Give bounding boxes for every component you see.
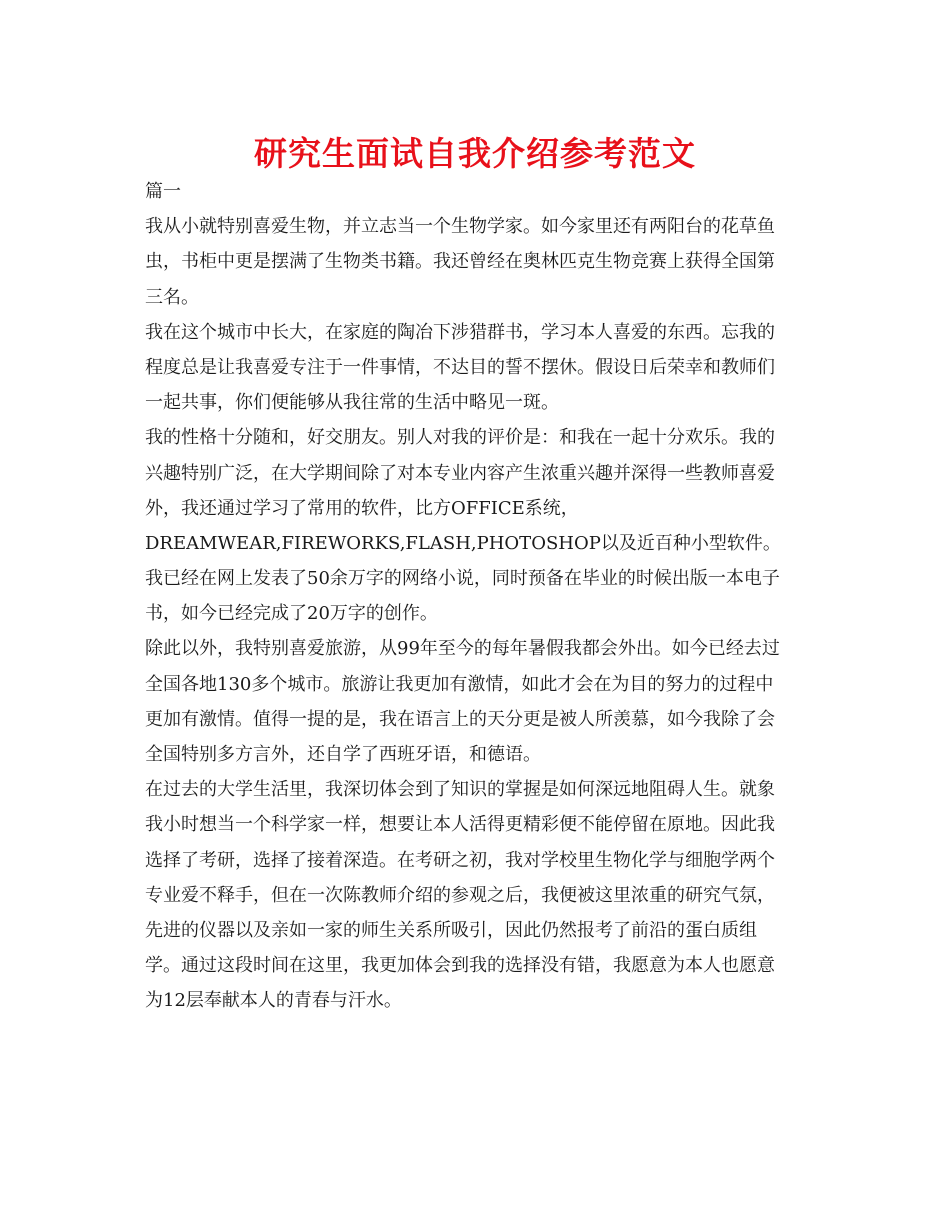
text-line: 我的性格十分随和，好交朋友。别人对我的评价是：和我在一起十分欢乐。我的 [145,427,775,449]
text-line: 为12层奉献本人的青春与汗水。 [145,990,402,1012]
section-label: 篇一 [145,181,181,202]
text-line: 选择了考研，选择了接着深造。在考研之初，我对学校里生物化学与细胞学两个 [145,849,775,871]
text-line: 先进的仪器以及亲如一家的师生关系所吸引，因此仍然报考了前沿的蛋白质组 [145,919,757,941]
text-line: 外，我还通过学习了常用的软件，比方OFFICE系统， [145,497,579,519]
text-line: 三名。 [145,286,199,308]
text-line: 更加有激情。值得一提的是，我在语言上的天分更是被人所羡慕，如今我除了会 [145,708,775,730]
text-line: 全国特别多方言外，还自学了西班牙语，和德语。 [145,744,541,765]
document-title: 研究生面试自我介绍参考范文 [254,134,696,173]
text-line: 我在这个城市中长大，在家庭的陶冶下涉猎群书，学习本人喜爱的东西。忘我的 [145,321,775,343]
text-line: 在过去的大学生活里，我深切体会到了知识的掌握是如何深远地阻碍人生。就象 [145,779,775,801]
document-body [145,174,805,1019]
text-line: 我小时想当一个科学家一样，想要让本人活得更精彩便不能停留在原地。因此我 [145,814,775,836]
text-line: 兴趣特别广泛，在大学期间除了对本专业内容产生浓重兴趣并深得一些教师喜爱 [145,462,775,484]
text-line: 学。通过这段时间在这里，我更加体会到我的选择没有错，我愿意为本人也愿意 [145,955,775,977]
text-line: 我从小就特别喜爱生物，并立志当一个生物学家。如今家里还有两阳台的花草鱼 [145,216,775,238]
text-line: 程度总是让我喜爱专注于一件事情，不达目的誓不摆休。假设日后荣幸和教师们 [145,356,775,378]
text-line: 书，如今已经完成了20万字的创作。 [145,603,438,625]
text-line: 虫，书柜中更是摆满了生物类书籍。我还曾经在奥林匹克生物竞赛上获得全国第 [145,251,775,273]
text-line: DREAMWEAR,FIREWORKS,FLASH,PHOTOSHOP以及近百种小型软件。 [145,532,781,554]
text-line: 一起共事，你们便能够从我往常的生活中略见一斑。 [145,392,559,414]
text-line: 我已经在网上发表了50余万字的网络小说，同时预备在毕业的时候出版一本电子 [145,568,780,590]
text-line: 专业爱不释手，但在一次陈教师介绍的参观之后，我便被这里浓重的研究气氛， [145,884,775,906]
text-line: 全国各地130多个城市。旅游让我更加有激情，如此才会在为目的努力的过程中 [145,673,774,695]
text-line: 除此以外，我特别喜爱旅游，从99年至今的每年暑假我都会外出。如今已经去过 [145,638,780,660]
